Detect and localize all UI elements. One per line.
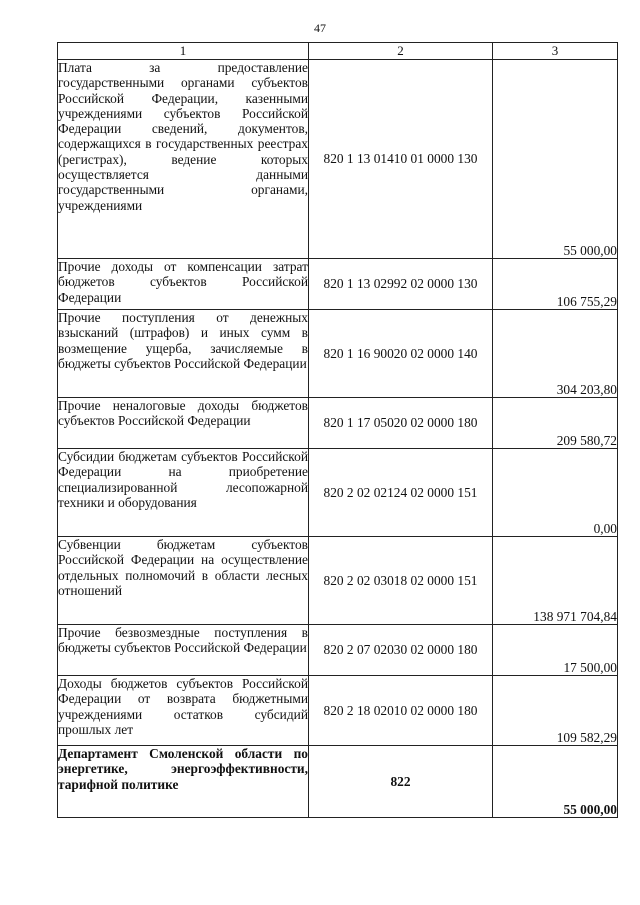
revenue-code: 820 1 16 90020 02 0000 140 <box>309 310 493 398</box>
revenue-name: Прочие неналоговые доходы бюджетов субъектов Российской Федерации <box>58 398 309 449</box>
revenue-code: 820 2 02 02124 02 0000 151 <box>309 449 493 537</box>
revenue-name: Прочие доходы от компенсации затрат бюджетов субъектов Российской Федерации <box>58 259 309 310</box>
department-name: Департамент Смоленской области по энергетике, энергоэффективности, тарифной политике <box>58 746 309 818</box>
revenue-amount: 304 203,80 <box>493 310 618 398</box>
table-row <box>58 537 618 625</box>
revenue-amount: 55 000,00 <box>493 60 618 259</box>
revenue-amount: 138 971 704,84 <box>493 537 618 625</box>
revenue-name: Субвенции бюджетам субъектов Российской Федерации на осуществление отдельных полномочий в области лесных отношений <box>58 537 309 625</box>
department-code: 822 <box>309 746 493 818</box>
revenue-amount: 209 580,72 <box>493 398 618 449</box>
revenue-code: 820 2 18 02010 02 0000 180 <box>309 676 493 746</box>
budget-revenue-table <box>57 42 618 818</box>
revenue-code: 820 1 13 01410 01 0000 130 <box>309 60 493 259</box>
column-header-3: 3 <box>493 43 618 60</box>
revenue-amount: 109 582,29 <box>493 676 618 746</box>
revenue-name: Прочие безвозмездные поступления в бюджеты субъектов Российской Федерации <box>58 625 309 676</box>
revenue-amount: 17 500,00 <box>493 625 618 676</box>
revenue-code: 820 2 07 02030 02 0000 180 <box>309 625 493 676</box>
table-header-row <box>58 43 618 60</box>
table-row <box>58 60 618 259</box>
column-header-1: 1 <box>58 43 309 60</box>
revenue-amount: 106 755,29 <box>493 259 618 310</box>
revenue-code: 820 1 17 05020 02 0000 180 <box>309 398 493 449</box>
page-number: 47 <box>314 21 326 35</box>
column-header-2: 2 <box>309 43 493 60</box>
department-total-row <box>58 746 618 818</box>
revenue-code: 820 2 02 03018 02 0000 151 <box>309 537 493 625</box>
table-row <box>58 310 618 398</box>
table-row <box>58 398 618 449</box>
revenue-name: Доходы бюджетов субъектов Российской Федерации от возврата бюджетными учреждениями остатков субсидий прошлых лет <box>58 676 309 746</box>
table-row <box>58 676 618 746</box>
revenue-name: Субсидии бюджетам субъектов Российской Федерации на приобретение специализированной лесопожарной техники и оборудования <box>58 449 309 537</box>
revenue-name: Плата за предоставление государственными органами субъектов Российской Федерации, казенными учреждениями субъектов Российской Федерации сведений, документов, содержащихся в государственных реестрах (регистрах), ведение которых осуществляется данными государственными органами, учреждениями <box>58 60 309 259</box>
revenue-name: Прочие поступления от денежных взысканий (штрафов) и иных сумм в возмещение ущерба, зачисляемые в бюджеты субъектов Российской Федерации <box>58 310 309 398</box>
revenue-amount: 0,00 <box>493 449 618 537</box>
table-row <box>58 625 618 676</box>
revenue-code: 820 1 13 02992 02 0000 130 <box>309 259 493 310</box>
table-row <box>58 259 618 310</box>
department-amount: 55 000,00 <box>493 746 618 818</box>
table-row <box>58 449 618 537</box>
